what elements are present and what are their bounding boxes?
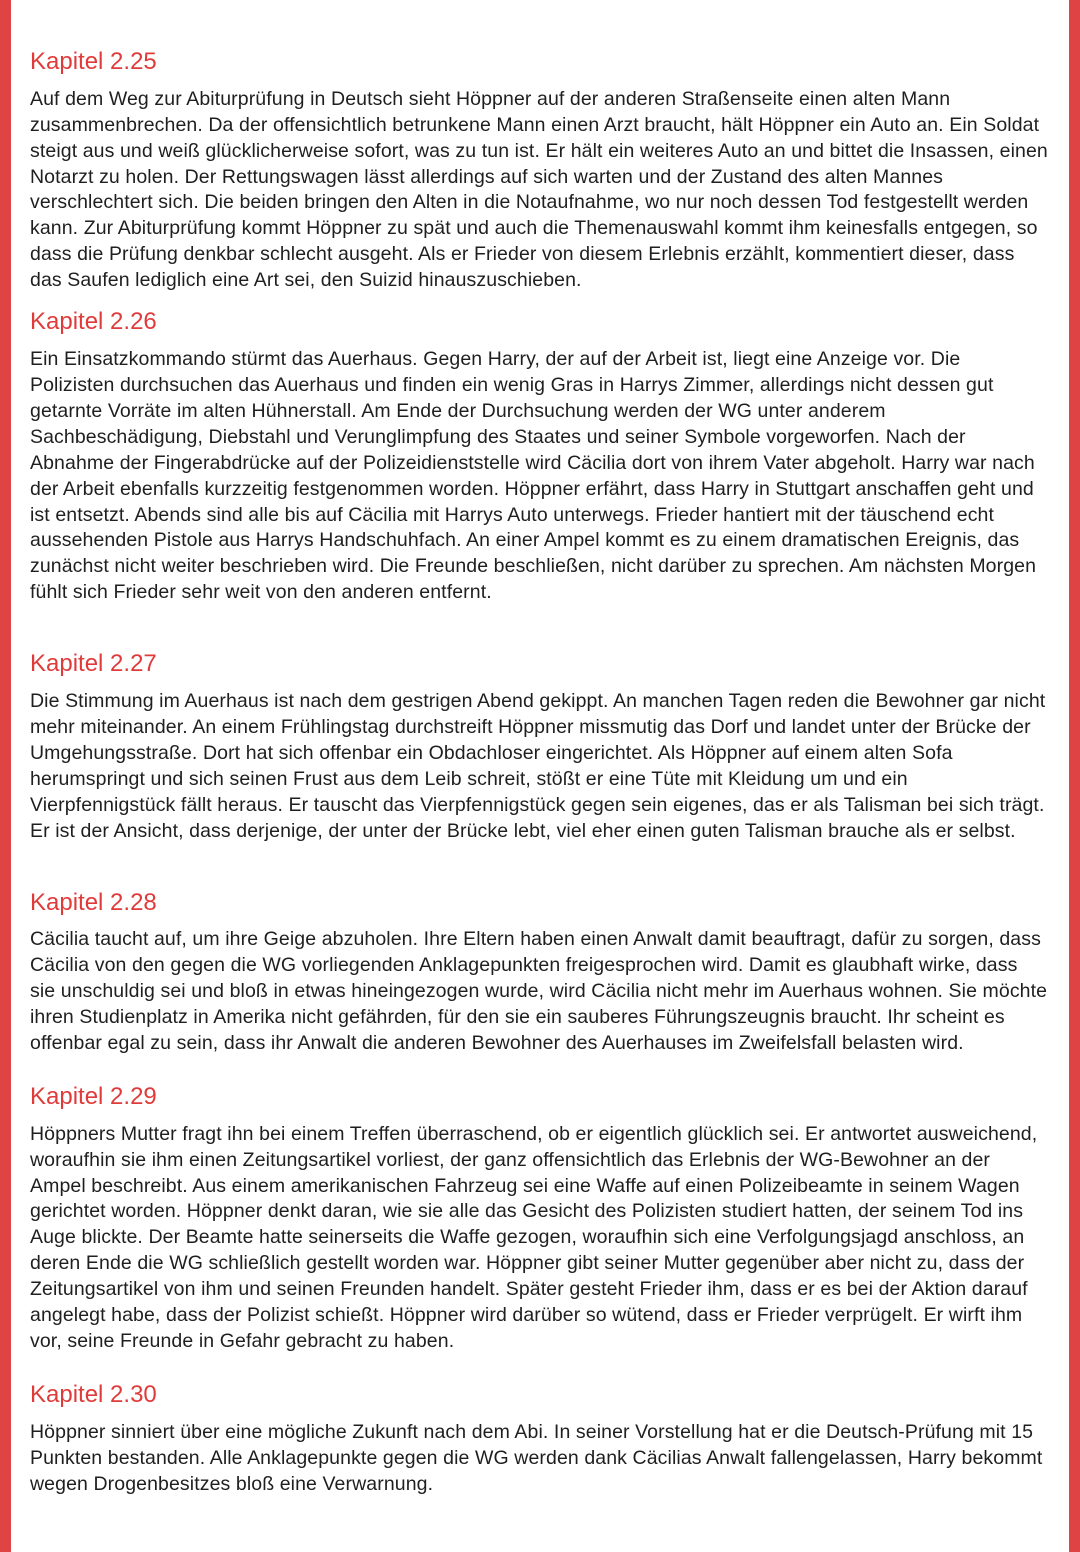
- chapter-section-2-29: [30, 1083, 1048, 1355]
- left-accent-bar: [0, 0, 11, 1552]
- chapter-title: Kapitel 2.27: [30, 650, 157, 678]
- chapter-section-2-27: [30, 650, 1048, 844]
- chapter-body: Die Stimmung im Auerhaus ist nach dem gestrigen Abend gekippt. An manchen Tagen reden die Bewohner gar nicht mehr miteinander. An einem Frühlingstag durchstreift Höppner missmutig das Dorf und landet unter der Brücke der Umgehungsstraße. Dort hat sich offenbar ein Obdachloser eingerichtet. Als Höppner auf einem alten Sofa herumspringt und sich seinen Frust aus dem Leib schreit, stößt er eine Tüte mit Kleidung um und ein Vierpfennigstück fällt heraus. Er tauscht das Vierpfennigstück gegen sein eigenes, das er als Talisman bei sich trägt. Er ist der Ansicht, dass derjenige, der unter der Brücke lebt, viel eher einen guten Talisman brauche als er selbst.: [30, 689, 1046, 842]
- chapter-body: Cäcilia taucht auf, um ihre Geige abzuholen. Ihre Eltern haben einen Anwalt damit beauftragt, dafür zu sorgen, dass Cäcilia von den gegen die WG vorliegenden Anklagepunkten freigesprochen wird. Damit es glaubhaft wirke, dass sie unschuldig sei und bloß in etwas hineingezogen wurde, wird Cäcilia nicht mehr im Auerhaus wohnen. Sie möchte ihren Studienplatz in Amerika nicht gefährden, für den sie ein sauberes Führungszeugnis braucht. Ihr scheint es offenbar egal zu sein, dass ihr Anwalt die anderen Bewohner des Auerhauses im Zweifelsfall belasten wird.: [30, 928, 1048, 1054]
- chapter-title: Kapitel 2.30: [30, 1381, 157, 1409]
- chapter-title: Kapitel 2.28: [30, 888, 157, 916]
- chapter-section-2-25: [30, 48, 1048, 294]
- chapter-body: Ein Einsatzkommando stürmt das Auerhaus. Gegen Harry, der auf der Arbeit ist, liegt eine Anzeige vor. Die Polizisten durchsuchen das Auerhaus und finden ein wenig Gras in Harrys Zimmer, allerdings nicht dessen gut getarnte Vorräte im alten Hühnerstall. Am Ende der Durchsuchung werden der WG unter anderem Sachbeschädigung, Diebstahl und Verunglimpfung des Staates und seiner Symbole vorgeworfen. Nach der Abnahme der Fingerabdrücke auf der Polizeidienststelle wird Cäcilia dort von ihrem Vater abgeholt. Harry war nach der Arbeit ebenfalls kurzzeitig festgenommen worden. Höppner erfährt, dass Harry in Stuttgart anschaffen geht und ist entsetzt. Abends sind alle bis auf Cäcilia mit Harrys Auto unterwegs. Frieder hantiert mit der täuschend echt aussehenden Pistole aus Harrys Handschuhfach. An einer Ampel kommt es zu einem dramatischen Ereignis, das zunächst nicht weiter beschrieben wird. Die Freunde beschließen, nicht darüber zu sprechen. Am nächsten Morgen fühlt sich Frieder sehr weit von den anderen entfernt.: [30, 347, 1037, 604]
- chapter-body: Höppners Mutter fragt ihn bei einem Treffen überraschend, ob er eigentlich glücklich sei. Er antwortet ausweichend, woraufhin sie ihm einen Zeitungsartikel vorliest, der ganz offensichtlich das Erlebnis der WG-Bewohner an der Ampel beschreibt. Aus einem amerikanischen Fahrzeug sei eine Waffe auf einen Polizeibeamte in seinem Wagen gerichtet worden. Höppner denkt daran, wie sie alle das Gesicht des Polizisten studiert hatten, der seinem Tod ins Auge blickte. Der Beamte hatte seinerseits die Waffe gezogen, woraufhin sich eine Verfolgungsjagd anschloss, an deren Ende die WG schließlich gestellt worden war. Höppner gibt seiner Mutter gegenüber aber nicht zu, dass der Zeitungsartikel von ihm und seinen Freunden handelt. Später gesteht Frieder ihm, dass er es bei der Aktion darauf angelegt habe, dass der Polizist schießt. Höppner wird darüber so wütend, dass er Frieder verprügelt. Er wirft ihm vor, seine Freunde in Gefahr gebracht zu haben.: [30, 1122, 1038, 1353]
- right-accent-bar: [1069, 0, 1080, 1552]
- chapter-title: Kapitel 2.25: [30, 48, 157, 75]
- chapter-section-2-30: [30, 1381, 1048, 1498]
- chapter-section-2-28: [30, 889, 1048, 1057]
- chapter-body: Höppner sinniert über eine mögliche Zukunft nach dem Abi. In seiner Vorstellung hat er die Deutsch-Prüfung mit 15 Punkten bestanden. Alle Anklagepunkte gegen die WG werden dank Cäcilias Anwalt fallengelassen, Harry bekommt wegen Drogenbesitzes bloß eine Verwarnung.: [30, 1420, 1043, 1495]
- chapter-body: Auf dem Weg zur Abiturprüfung in Deutsch sieht Höppner auf der anderen Straßenseite einen alten Mann zusammenbrechen. Da der offensichtlich betrunkene Mann einen Arzt braucht, hält Höppner ein Auto an. Ein Soldat steigt aus und weiß glücklicherweise sofort, was zu tun ist. Er hält ein weiteres Auto an und bittet die Insassen, einen Notarzt zu holen. Der Rettungswagen lässt allerdings auf sich warten und der Zustand des alten Mannes verschlechtert sich. Die beiden bringen den Alten in die Notaufnahme, wo nur noch dessen Tod festgestellt werden kann. Zur Abiturprüfung kommt Höppner zu spät und auch die Themenauswahl kommt ihm keinesfalls entgegen, so dass die Prüfung denkbar schlecht ausgeht. Als er Frieder von diesem Erlebnis erzählt, kommentiert dieser, dass das Saufen lediglich eine Art sei, den Suizid hinauszuschieben.: [30, 87, 1048, 292]
- chapter-title: Kapitel 2.26: [30, 308, 157, 336]
- chapter-section-2-26: [30, 308, 1048, 606]
- chapter-title: Kapitel 2.29: [30, 1082, 157, 1110]
